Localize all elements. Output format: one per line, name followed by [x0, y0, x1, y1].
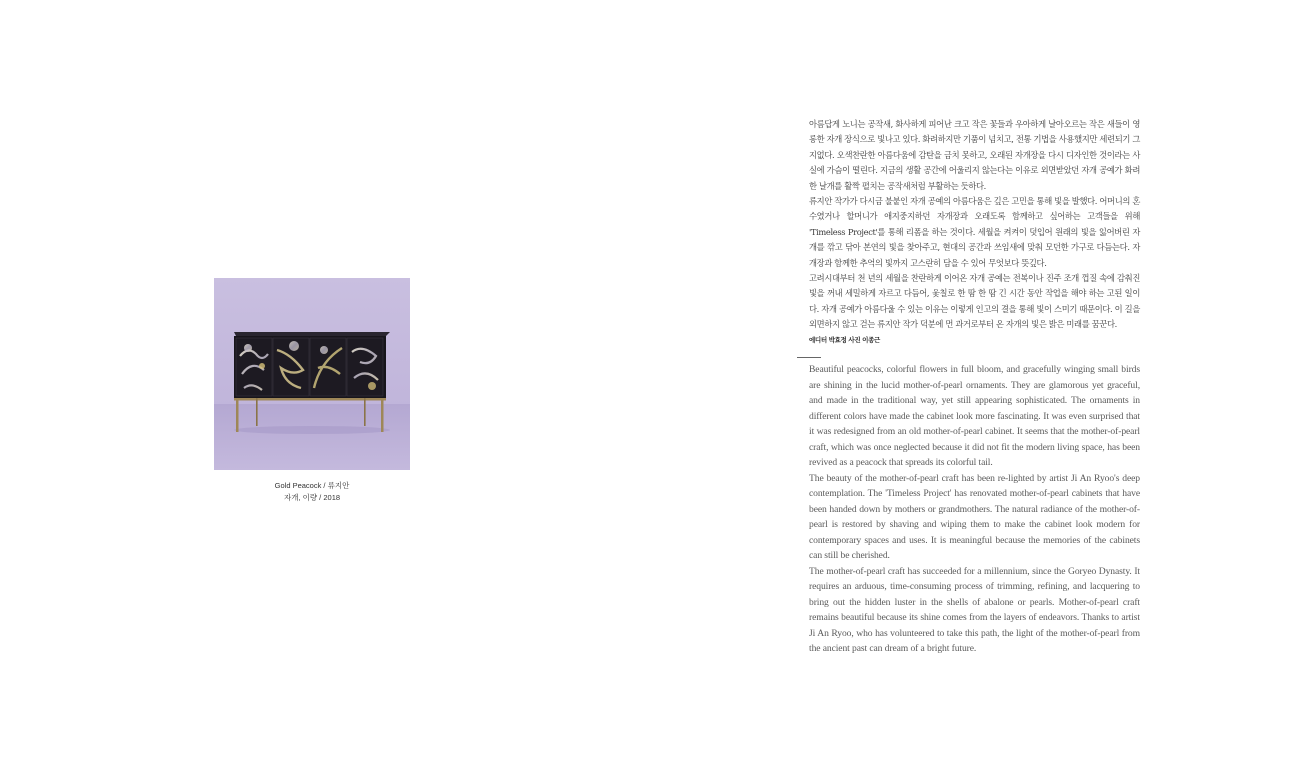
english-paragraph-2: The beauty of the mother-of-pearl craft has been re-lighted by artist Ji An Ryoo's deep contemplation. The 'Timeless Project' has renovated mother-of-pearl cabinets that have been handed down by mothers or grandmothers. The natural radiance of the mother-of-pearl is restored by shaving and wiping them to make the cabinet look modern for contemporary spaces and uses. It is meaningful because the memories of the cabinets can still be cherished. — [809, 472, 1140, 561]
caption-materials: 자개, 이량 / 2018 — [283, 493, 341, 502]
korean-article — [809, 117, 1140, 346]
english-article — [809, 362, 1140, 657]
korean-paragraph-2: 류지안 작가가 다시금 불붙인 자개 공예의 아름다움은 깊은 고민을 통해 빛을 발했다. 어머니의 혼수였거나 할머니가 애지중지하던 자개장과 오래도록 함께하고 싶어하는 고객들을 위해 'Timeless Project'를 통해 리폼을 하는 것이다. 세월을 켜켜이 덧입어 원래의 빛을 잃어버린 자개를 깎고 닦아 본연의 빛을 찾아주고, 현대의 공간과 쓰임새에 맞춰 모던한 가구로 다듬는다. 자개장과 함께한 추억의 빛까지 고스란히 담을 수 있어 무엇보다 뜻깊다. — [809, 196, 1140, 268]
english-paragraph-3: The mother-of-pearl craft has succeeded for a millennium, since the Goryeo Dynasty. It requires an arduous, time-consuming process of trimming, refining, and lacquering to bring out the hidden luster in the shells of abalone or pearls. Mother-of-pearl craft remains beautiful because its shine comes from the layers of endeavors. Thanks to artist Ji An Ryoo, who has volunteered to take this path, the light of the mother-of-pearl from the ancient past can dream of a bright future. — [809, 565, 1140, 654]
editor-photo-credit: 에디터 박효정 사진 이종근 — [809, 335, 880, 344]
artwork-photo — [214, 278, 410, 470]
section-divider — [797, 357, 821, 358]
korean-paragraph-3: 고려시대부터 천 년의 세월을 찬란하게 이어온 자개 공예는 전복이나 진주 조개 껍질 속에 감춰진 빛을 꺼내 세밀하게 자르고 다듬어, 옻칠로 한 땀 한 땀 긴 시간 동안 작업을 해야 하는 고된 일이다. 자개 공예가 아름다울 수 있는 이유는 이렇게 인고의 결을 통해 빛이 스미기 때문이다. 이 길을 외면하지 않고 걷는 류지안 작가 덕분에 먼 과거로부터 온 자개의 빛은 밝은 미래를 꿈꾼다. — [809, 273, 1140, 330]
korean-paragraph-1: 아름답게 노니는 공작새, 화사하게 피어난 크고 작은 꽃들과 우아하게 날아오르는 작은 새들이 영롱한 자개 장식으로 빛나고 있다. 화려하지만 기품이 넘치고, 전통 기법을 사용했지만 세련되기 그지없다. 오색찬란한 아름다움에 감탄을 금치 못하고, 오래된 자개장을 다시 디자인한 것이라는 사실에 가슴이 떨린다. 지금의 생활 공간에 어울리지 않는다는 이유로 외면받았던 자개 공예가 화려한 날개를 활짝 펼치는 공작새처럼 부활하는 듯하다. — [809, 119, 1140, 191]
english-paragraph-1: Beautiful peacocks, colorful flowers in full bloom, and gracefully winging small birds are shining in the lucid mother-of-pearl ornaments. They are glamorous yet graceful, and made in the traditional way, yet still appearing sophisticated. The ornaments in different colors have made the cabinet look more fascinating. It was even surprised that it was redesigned from an old mother-of-pearl cabinet. It seems that the mother-of-pearl craft, which was once neglected because it did not fit the modern living space, has been revived as a peacock that spreads its colorful tail. — [809, 364, 1140, 468]
artwork-caption — [214, 480, 410, 504]
caption-title: Gold Peacock / 류지안 — [274, 481, 350, 490]
